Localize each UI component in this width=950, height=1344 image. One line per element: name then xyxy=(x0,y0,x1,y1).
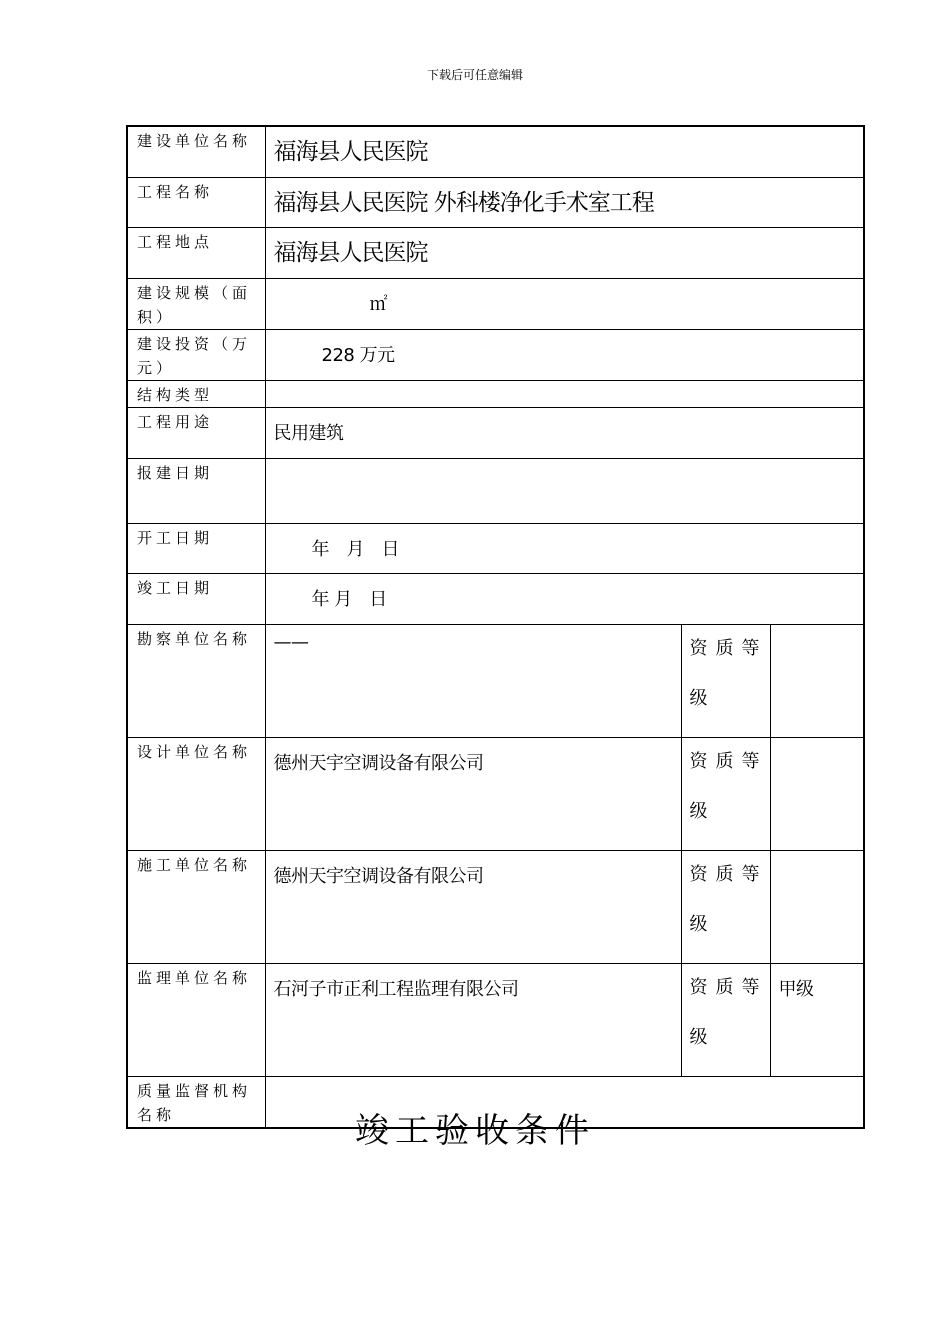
field-label: 竣工日期 xyxy=(127,573,265,624)
project-info-table xyxy=(126,125,865,1129)
survey-unit-value: —— xyxy=(265,624,681,737)
table-row xyxy=(127,126,864,177)
field-label: 报建日期 xyxy=(127,458,265,523)
registration-date-value xyxy=(265,458,864,523)
qualification-label: 资质等 级 xyxy=(681,737,770,850)
build-scale-value: ㎡ xyxy=(265,278,864,329)
qualification-value xyxy=(770,737,864,850)
field-label: 工程用途 xyxy=(127,407,265,458)
qualification-label: 资质等 级 xyxy=(681,624,770,737)
qualification-label: 资质等 级 xyxy=(681,963,770,1076)
page-header: 下载后可任意编辑 xyxy=(426,68,523,82)
field-label: 设计单位名称 xyxy=(127,737,265,850)
project-name-value: 福海县人民医院 外科楼净化手术室工程 xyxy=(265,177,864,227)
investment-value: 228 万元 xyxy=(265,329,864,380)
builder-name-value: 福海县人民医院 xyxy=(265,126,864,177)
qualification-value xyxy=(770,624,864,737)
field-label: 工程地点 xyxy=(127,227,265,278)
table-row xyxy=(127,850,864,963)
project-location-value: 福海县人民医院 xyxy=(265,227,864,278)
table-row xyxy=(127,737,864,850)
field-label: 质量监督机构名称 xyxy=(127,1076,265,1128)
field-label: 结构类型 xyxy=(127,380,265,407)
qualification-value xyxy=(770,850,864,963)
structure-type-value xyxy=(265,380,864,407)
table-row xyxy=(127,523,864,573)
table-row xyxy=(127,227,864,278)
section-title: 竣工验收条件 xyxy=(355,1111,595,1151)
table-row xyxy=(127,458,864,523)
supervision-unit-value: 石河子市正利工程监理有限公司 xyxy=(265,963,681,1076)
table-row xyxy=(127,380,864,407)
field-label: 建设单位名称 xyxy=(127,126,265,177)
start-date-value: 年 月 日 xyxy=(265,523,864,573)
table-row xyxy=(127,963,864,1076)
table-row xyxy=(127,177,864,227)
table-row xyxy=(127,329,864,380)
completion-date-value: 年 月 日 xyxy=(265,573,864,624)
construction-unit-value: 德州天宇空调设备有限公司 xyxy=(265,850,681,963)
qualification-value: 甲级 xyxy=(770,963,864,1076)
field-label: 工程名称 xyxy=(127,177,265,227)
design-unit-value: 德州天宇空调设备有限公司 xyxy=(265,737,681,850)
qualification-label: 资质等 级 xyxy=(681,850,770,963)
field-label: 建设规模（面积） xyxy=(127,278,265,329)
field-label: 开工日期 xyxy=(127,523,265,573)
table-row xyxy=(127,278,864,329)
table-row xyxy=(127,624,864,737)
project-use-value: 民用建筑 xyxy=(265,407,864,458)
field-label: 建设投资（万元） xyxy=(127,329,265,380)
table-row xyxy=(127,573,864,624)
field-label: 施工单位名称 xyxy=(127,850,265,963)
table-row xyxy=(127,407,864,458)
field-label: 监理单位名称 xyxy=(127,963,265,1076)
field-label: 勘察单位名称 xyxy=(127,624,265,737)
